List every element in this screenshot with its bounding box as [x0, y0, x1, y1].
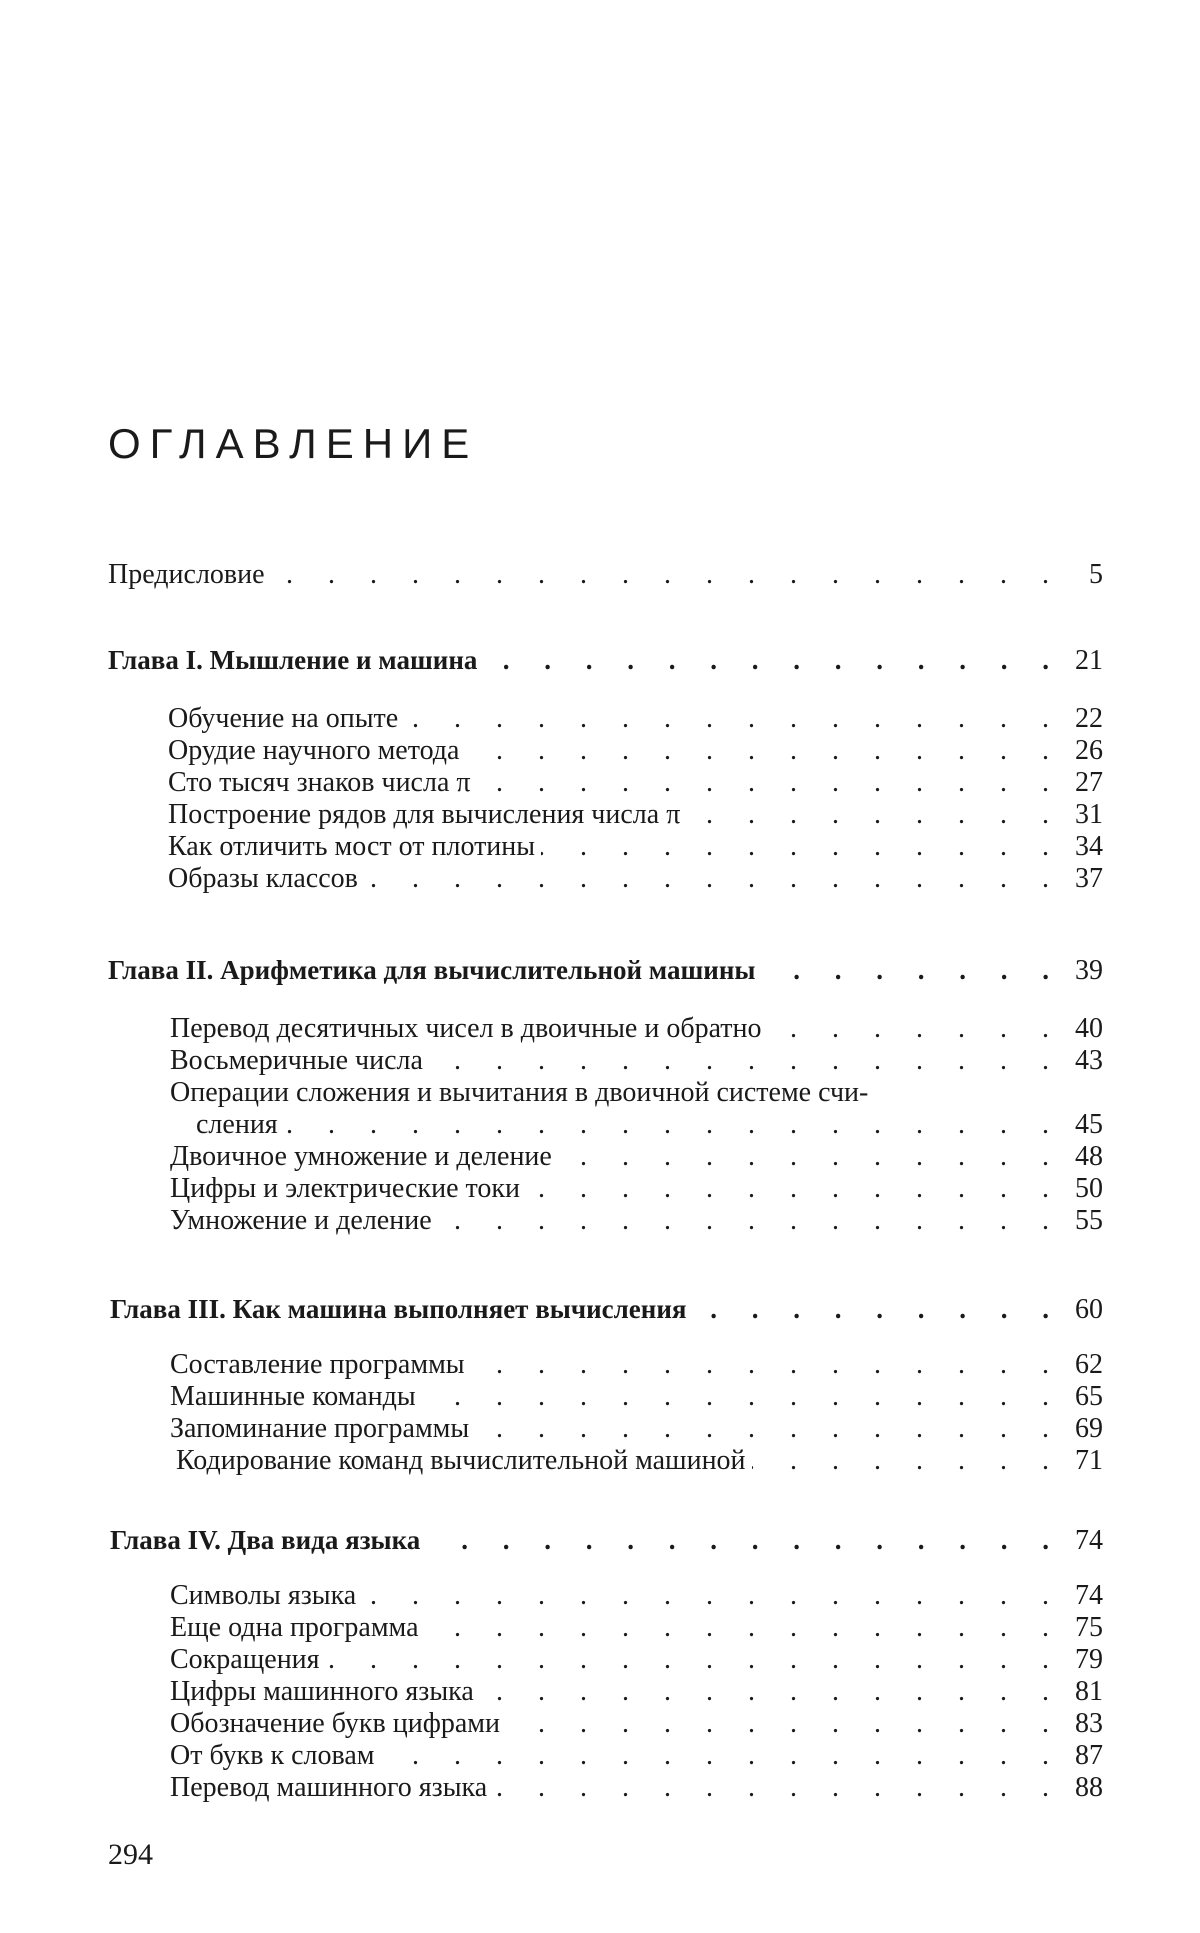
section-page: 74 [1069, 1580, 1103, 1612]
section-label: Обучение на опыте [168, 703, 398, 735]
page-number: 294 [108, 1838, 153, 1872]
section-page: 22 [1069, 703, 1103, 735]
section-page: 62 [1069, 1349, 1103, 1381]
section-label: Как отличить мост от плотины [168, 831, 535, 863]
toc-entry-preface[interactable] [108, 559, 1103, 591]
section-label: Цифры и электрические токи [170, 1173, 520, 1205]
toc-section-first-line[interactable]: Операции сложения и вычитания в двоичной системе счи- [170, 1077, 868, 1109]
toc-section[interactable] [170, 1740, 1103, 1772]
toc-section[interactable] [170, 1676, 1103, 1708]
dot-leader [380, 1740, 1063, 1772]
section-page: 48 [1069, 1141, 1103, 1173]
dot-leader [558, 1141, 1063, 1173]
toc-entry-page: 5 [1069, 559, 1103, 591]
dot-leader [438, 1205, 1063, 1237]
section-page: 40 [1069, 1013, 1103, 1045]
toc-section[interactable] [170, 1381, 1103, 1413]
toc-section[interactable] [170, 1644, 1103, 1676]
section-label: Орудие научного метода [168, 735, 459, 767]
toc-section[interactable] [170, 1580, 1103, 1612]
toc-section[interactable] [170, 1349, 1103, 1381]
section-label: Перевод машинного языка [170, 1772, 487, 1804]
section-page: 55 [1069, 1205, 1103, 1237]
section-page: 87 [1069, 1740, 1103, 1772]
chapter-label: Глава III. Как машина выполняет вычисления [110, 1293, 686, 1325]
section-page: 26 [1069, 735, 1103, 767]
section-label: Цифры машинного языка [170, 1676, 474, 1708]
dot-leader [762, 954, 1064, 986]
dot-leader [506, 1708, 1063, 1740]
section-label: Двоичное умножение и деление [170, 1141, 552, 1173]
toc-section[interactable] [196, 1109, 1103, 1141]
chapter-page: 21 [1069, 645, 1103, 677]
dot-leader [271, 559, 1063, 591]
dot-leader [326, 1644, 1063, 1676]
dot-leader [426, 1524, 1063, 1556]
chapter-label: Глава II. Арифметика для вычислительной машины [108, 954, 756, 986]
section-page: 31 [1069, 799, 1103, 831]
section-label: Символы языка [170, 1580, 356, 1612]
section-page: 65 [1069, 1381, 1103, 1413]
toc-section[interactable] [176, 1445, 1103, 1477]
toc-chapter-2[interactable] [108, 954, 1103, 987]
dot-leader [493, 1772, 1063, 1804]
chapter-page: 74 [1069, 1525, 1103, 1557]
dot-leader [768, 1013, 1064, 1045]
toc-section[interactable] [170, 1141, 1103, 1173]
section-label: Перевод десятичных чисел в двоичные и обратно [170, 1013, 762, 1045]
section-page: 81 [1069, 1676, 1103, 1708]
section-label: Образы классов [168, 863, 358, 895]
dot-leader [526, 1173, 1063, 1205]
section-label: Умножение и деление [170, 1205, 432, 1237]
toc-section[interactable] [170, 1173, 1103, 1205]
toc-chapter-4[interactable] [110, 1524, 1103, 1557]
dot-leader [422, 1381, 1063, 1413]
chapter-page: 39 [1069, 955, 1103, 987]
section-page: 45 [1069, 1109, 1103, 1141]
dot-leader [692, 1293, 1063, 1325]
section-page: 79 [1069, 1644, 1103, 1676]
dot-leader [429, 1045, 1063, 1077]
toc-section[interactable] [170, 1413, 1103, 1445]
toc-section[interactable] [170, 1013, 1103, 1045]
section-label: Сокращения [170, 1644, 320, 1676]
toc-section[interactable] [168, 799, 1103, 831]
section-label: От букв к словам [170, 1740, 374, 1772]
dot-leader [752, 1445, 1063, 1477]
chapter-label: Глава I. Мышление и машина [108, 644, 477, 676]
toc-section[interactable] [170, 1612, 1103, 1644]
toc-section[interactable] [168, 831, 1103, 863]
dot-leader [465, 735, 1063, 767]
dot-leader [541, 831, 1063, 863]
toc-title: ОГЛАВЛЕНИЕ [108, 418, 478, 470]
section-page: 69 [1069, 1413, 1103, 1445]
section-page: 37 [1069, 863, 1103, 895]
section-page: 34 [1069, 831, 1103, 863]
section-label: Восьмеричные числа [170, 1045, 423, 1077]
section-page: 75 [1069, 1612, 1103, 1644]
section-label: Построение рядов для вычисления числа π [168, 799, 680, 831]
dot-leader [483, 644, 1063, 676]
toc-chapter-3[interactable] [110, 1293, 1103, 1326]
section-label: Составление программы [170, 1349, 465, 1381]
section-page: 83 [1069, 1708, 1103, 1740]
dot-leader [471, 1349, 1063, 1381]
dot-leader [475, 1413, 1063, 1445]
chapter-label: Глава IV. Два вида языка [110, 1524, 420, 1556]
section-page: 71 [1069, 1445, 1103, 1477]
toc-entry-label: Предисловие [108, 559, 265, 591]
section-label-continued: сления [196, 1109, 278, 1141]
dot-leader [404, 703, 1063, 735]
toc-section[interactable] [168, 863, 1103, 895]
book-page [0, 0, 1200, 1933]
toc-chapter-1[interactable] [108, 644, 1103, 677]
dot-leader [364, 863, 1063, 895]
section-page: 27 [1069, 767, 1103, 799]
section-page: 43 [1069, 1045, 1103, 1077]
toc-section[interactable] [168, 735, 1103, 767]
section-label: Кодирование команд вычислительной машиной [176, 1445, 746, 1477]
toc-section[interactable] [168, 703, 1103, 735]
section-label: Еще одна программа [170, 1612, 419, 1644]
section-label: Запоминание программы [170, 1413, 469, 1445]
toc-section[interactable] [170, 1772, 1103, 1804]
chapter-page: 60 [1069, 1294, 1103, 1326]
dot-leader [425, 1612, 1063, 1644]
section-label: Сто тысяч знаков числа π [168, 767, 471, 799]
dot-leader [480, 1676, 1063, 1708]
dot-leader [284, 1109, 1063, 1141]
section-label: Машинные команды [170, 1381, 416, 1413]
section-label: Обозначение букв цифрами [170, 1708, 500, 1740]
toc-section[interactable] [168, 767, 1103, 799]
toc-section[interactable] [170, 1708, 1103, 1740]
dot-leader [362, 1580, 1063, 1612]
dot-leader [686, 799, 1063, 831]
dot-leader [477, 767, 1063, 799]
section-page: 50 [1069, 1173, 1103, 1205]
section-page: 88 [1069, 1772, 1103, 1804]
toc-section[interactable] [170, 1045, 1103, 1077]
toc-section[interactable] [170, 1205, 1103, 1237]
